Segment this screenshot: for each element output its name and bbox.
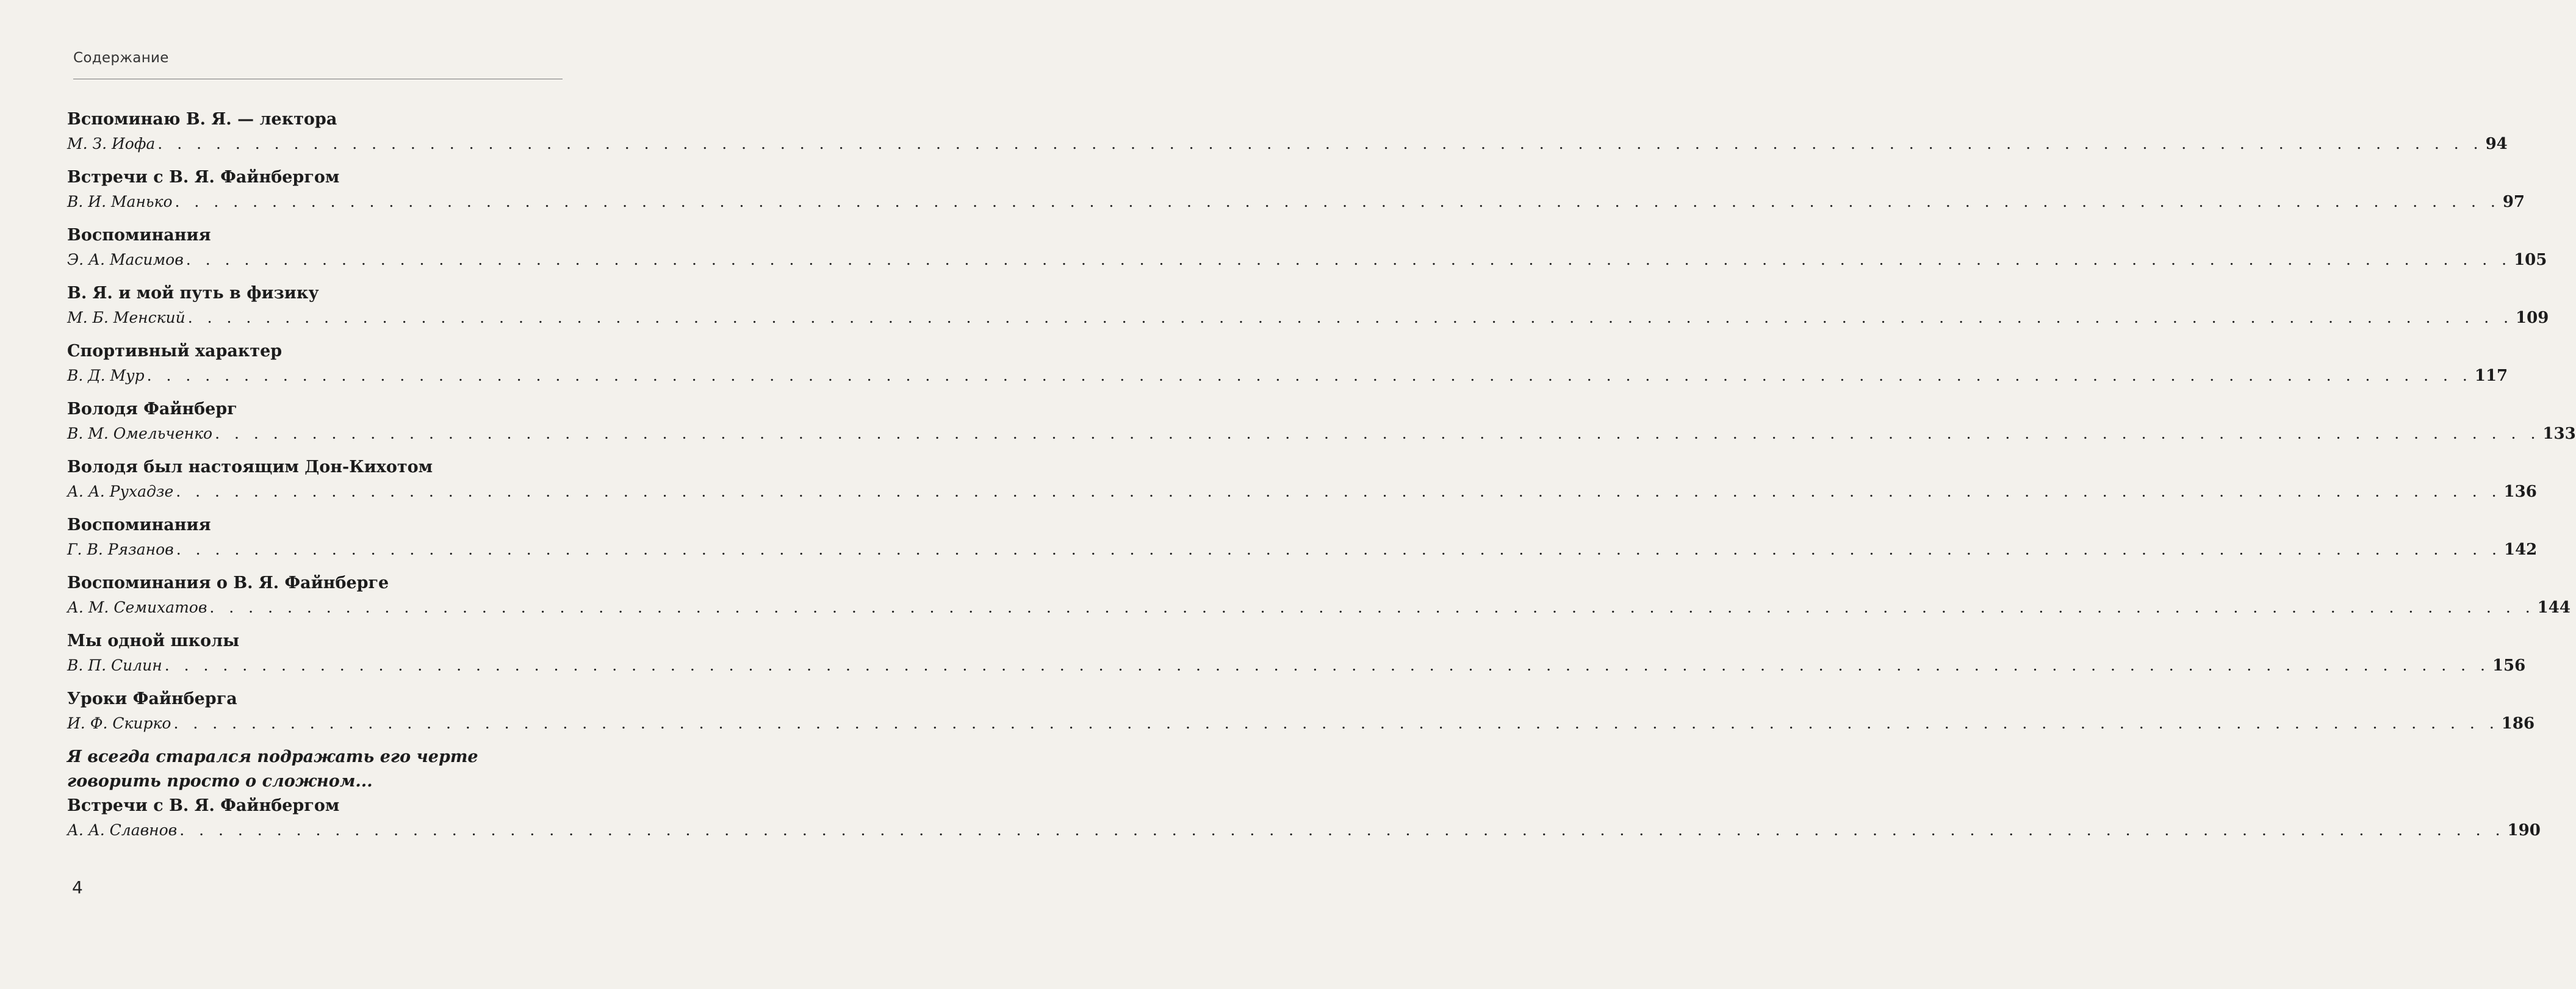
toc-author: А. А. Славнов bbox=[67, 821, 178, 839]
toc-author: Э. А. Масимов bbox=[67, 251, 184, 268]
toc-author-line bbox=[67, 480, 2537, 504]
toc-page-number: 97 bbox=[2502, 193, 2525, 211]
toc-author-line bbox=[67, 190, 2525, 214]
toc-author-line bbox=[67, 818, 2541, 843]
toc-title: Уроки Файнберга bbox=[67, 689, 237, 708]
toc-author-line bbox=[67, 595, 2571, 620]
toc-title: Володя Файнберг bbox=[67, 400, 237, 419]
toc-author-line bbox=[67, 132, 2508, 156]
toc-title: Встречи с В. Я. Файнбергом bbox=[67, 168, 340, 187]
toc-author: М. Б. Менский bbox=[67, 309, 185, 326]
toc-author-line bbox=[67, 248, 2547, 272]
dot-leader: . . . . . . . . . . . . . . . . . . . . . . . . . . . . . . . . . . . . . . . . . . . . . . . . . . . . . . . . . . . . . . . . . . . . . . . . . . . . . . . . . . . . . . . . . . . . . . . . . . . . . . . . . . . . . . . . . . . . . . . . bbox=[176, 541, 2502, 558]
toc-title: Воспоминания bbox=[67, 516, 211, 534]
toc-title: Вспоминаю В. Я. — лектора bbox=[67, 110, 337, 129]
toc-entry bbox=[67, 397, 2576, 455]
table-of-contents bbox=[67, 107, 2576, 843]
toc-author-line bbox=[67, 306, 2549, 330]
dot-leader: . . . . . . . . . . . . . . . . . . . . . . . . . . . . . . . . . . . . . . . . . . . . . . . . . . . . . . . . . . . . . . . . . . . . . . . . . . . . . . . . . . . . . . . . . . . . . . . . . . . . . . . . . . . . . . . . . . . . . . . . bbox=[179, 821, 2505, 839]
toc-entry bbox=[67, 745, 2541, 843]
toc-entry bbox=[67, 339, 2508, 397]
dot-leader: . . . . . . . . . . . . . . . . . . . . . . . . . . . . . . . . . . . . . . . . . . . . . . . . . . . . . . . . . . . . . . . . . . . . . . . . . . . . . . . . . . . . . . . . . . . . . . . . . . . . . . . . . . . . . . . . . . . . . . . . bbox=[173, 714, 2499, 732]
toc-author: В. М. Омельченко bbox=[67, 425, 213, 442]
toc-author-line bbox=[67, 422, 2576, 446]
dot-leader: . . . . . . . . . . . . . . . . . . . . . . . . . . . . . . . . . . . . . . . . . . . . . . . . . . . . . . . . . . . . . . . . . . . . . . . . . . . . . . . . . . . . . . . . . . . . . . . . . . . . . . . . . . . . . . . . . . . . . . . . bbox=[185, 251, 2512, 268]
toc-page-number: 156 bbox=[2492, 656, 2526, 675]
toc-author-line bbox=[67, 711, 2535, 736]
dot-leader: . . . . . . . . . . . . . . . . . . . . . . . . . . . . . . . . . . . . . . . . . . . . . . . . . . . . . . . . . . . . . . . . . . . . . . . . . . . . . . . . . . . . . . . . . . . . . . . . . . . . . . . . . . . . . . . . . . . . . . . . bbox=[209, 599, 2535, 616]
toc-entry bbox=[67, 513, 2538, 571]
toc-author-line bbox=[67, 364, 2508, 388]
toc-title: Воспоминания bbox=[67, 226, 211, 245]
toc-page-number: 105 bbox=[2514, 251, 2547, 269]
toc-title: Воспоминания о В. Я. Файнберге bbox=[67, 574, 389, 592]
toc-entry bbox=[67, 281, 2549, 339]
toc-entry bbox=[67, 107, 2508, 165]
toc-page-number: 109 bbox=[2516, 309, 2549, 327]
dot-leader: . . . . . . . . . . . . . . . . . . . . . . . . . . . . . . . . . . . . . . . . . . . . . . . . . . . . . . . . . . . . . . . . . . . . . . . . . . . . . . . . . . . . . . . . . . . . . . . . . . . . . . . . . . . . . . . . . . . . . . . . bbox=[157, 135, 2483, 153]
toc-entry bbox=[67, 455, 2537, 513]
dot-leader: . . . . . . . . . . . . . . . . . . . . . . . . . . . . . . . . . . . . . . . . . . . . . . . . . . . . . . . . . . . . . . . . . . . . . . . . . . . . . . . . . . . . . . . . . . . . . . . . . . . . . . . . . . . . . . . . . . . . . . . . bbox=[176, 483, 2502, 500]
toc-page-number: 133 bbox=[2542, 425, 2576, 443]
dot-leader: . . . . . . . . . . . . . . . . . . . . . . . . . . . . . . . . . . . . . . . . . . . . . . . . . . . . . . . . . . . . . . . . . . . . . . . . . . . . . . . . . . . . . . . . . . . . . . . . . . . . . . . . . . . . . . . . . . . . . . . . bbox=[164, 656, 2490, 674]
toc-page-number: 136 bbox=[2503, 483, 2537, 501]
toc-title: Володя был настоящим Дон-Кихотом bbox=[67, 458, 433, 477]
toc-page-number: 144 bbox=[2537, 599, 2571, 617]
toc-author: А. А. Рухадзе bbox=[67, 483, 174, 500]
toc-epigraph-title: говорить просто о сложном... bbox=[67, 772, 373, 791]
dot-leader: . . . . . . . . . . . . . . . . . . . . . . . . . . . . . . . . . . . . . . . . . . . . . . . . . . . . . . . . . . . . . . . . . . . . . . . . . . . . . . . . . . . . . . . . . . . . . . . . . . . . . . . . . . . . . . . . . . . . . . . . bbox=[215, 425, 2541, 442]
toc-title: Мы одной школы bbox=[67, 631, 240, 650]
toc-entry bbox=[67, 687, 2535, 745]
page-number: 4 bbox=[72, 877, 83, 897]
toc-author: М. З. Иофа bbox=[67, 135, 156, 153]
toc-page-number: 94 bbox=[2485, 135, 2508, 153]
toc-entry bbox=[67, 223, 2547, 281]
toc-title: Спортивный характер bbox=[67, 342, 282, 361]
toc-page-number: 186 bbox=[2501, 714, 2535, 733]
toc-epigraph-title: Я всегда старался подражать его черте bbox=[67, 747, 478, 766]
toc-author-line bbox=[67, 538, 2538, 562]
toc-title: Встречи с В. Я. Файнбергом bbox=[67, 796, 340, 815]
toc-author: В. И. Манько bbox=[67, 193, 173, 210]
toc-page-number: 142 bbox=[2503, 541, 2538, 559]
toc-author: И. Ф. Скирко bbox=[67, 714, 171, 732]
running-header: Содержание bbox=[73, 50, 169, 66]
toc-author: В. Д. Мур bbox=[67, 367, 145, 384]
toc-entry bbox=[67, 629, 2526, 687]
toc-author: В. П. Силин bbox=[67, 656, 162, 674]
dot-leader: . . . . . . . . . . . . . . . . . . . . . . . . . . . . . . . . . . . . . . . . . . . . . . . . . . . . . . . . . . . . . . . . . . . . . . . . . . . . . . . . . . . . . . . . . . . . . . . . . . . . . . . . . . . . . . . . . . . . . . . . bbox=[146, 367, 2472, 384]
toc-title: В. Я. и мой путь в физику bbox=[67, 284, 319, 303]
dot-leader: . . . . . . . . . . . . . . . . . . . . . . . . . . . . . . . . . . . . . . . . . . . . . . . . . . . . . . . . . . . . . . . . . . . . . . . . . . . . . . . . . . . . . . . . . . . . . . . . . . . . . . . . . . . . . . . . . . . . . . . . bbox=[187, 309, 2514, 326]
toc-entry bbox=[67, 165, 2525, 223]
dot-leader: . . . . . . . . . . . . . . . . . . . . . . . . . . . . . . . . . . . . . . . . . . . . . . . . . . . . . . . . . . . . . . . . . . . . . . . . . . . . . . . . . . . . . . . . . . . . . . . . . . . . . . . . . . . . . . . . . . . . . . . . bbox=[174, 193, 2500, 210]
toc-author: А. М. Семихатов bbox=[67, 599, 207, 616]
toc-entry bbox=[67, 571, 2571, 629]
toc-author-line bbox=[67, 653, 2526, 678]
toc-page-number: 117 bbox=[2474, 367, 2508, 385]
toc-author: Г. В. Рязанов bbox=[67, 541, 174, 558]
toc-page-number: 190 bbox=[2507, 821, 2541, 840]
